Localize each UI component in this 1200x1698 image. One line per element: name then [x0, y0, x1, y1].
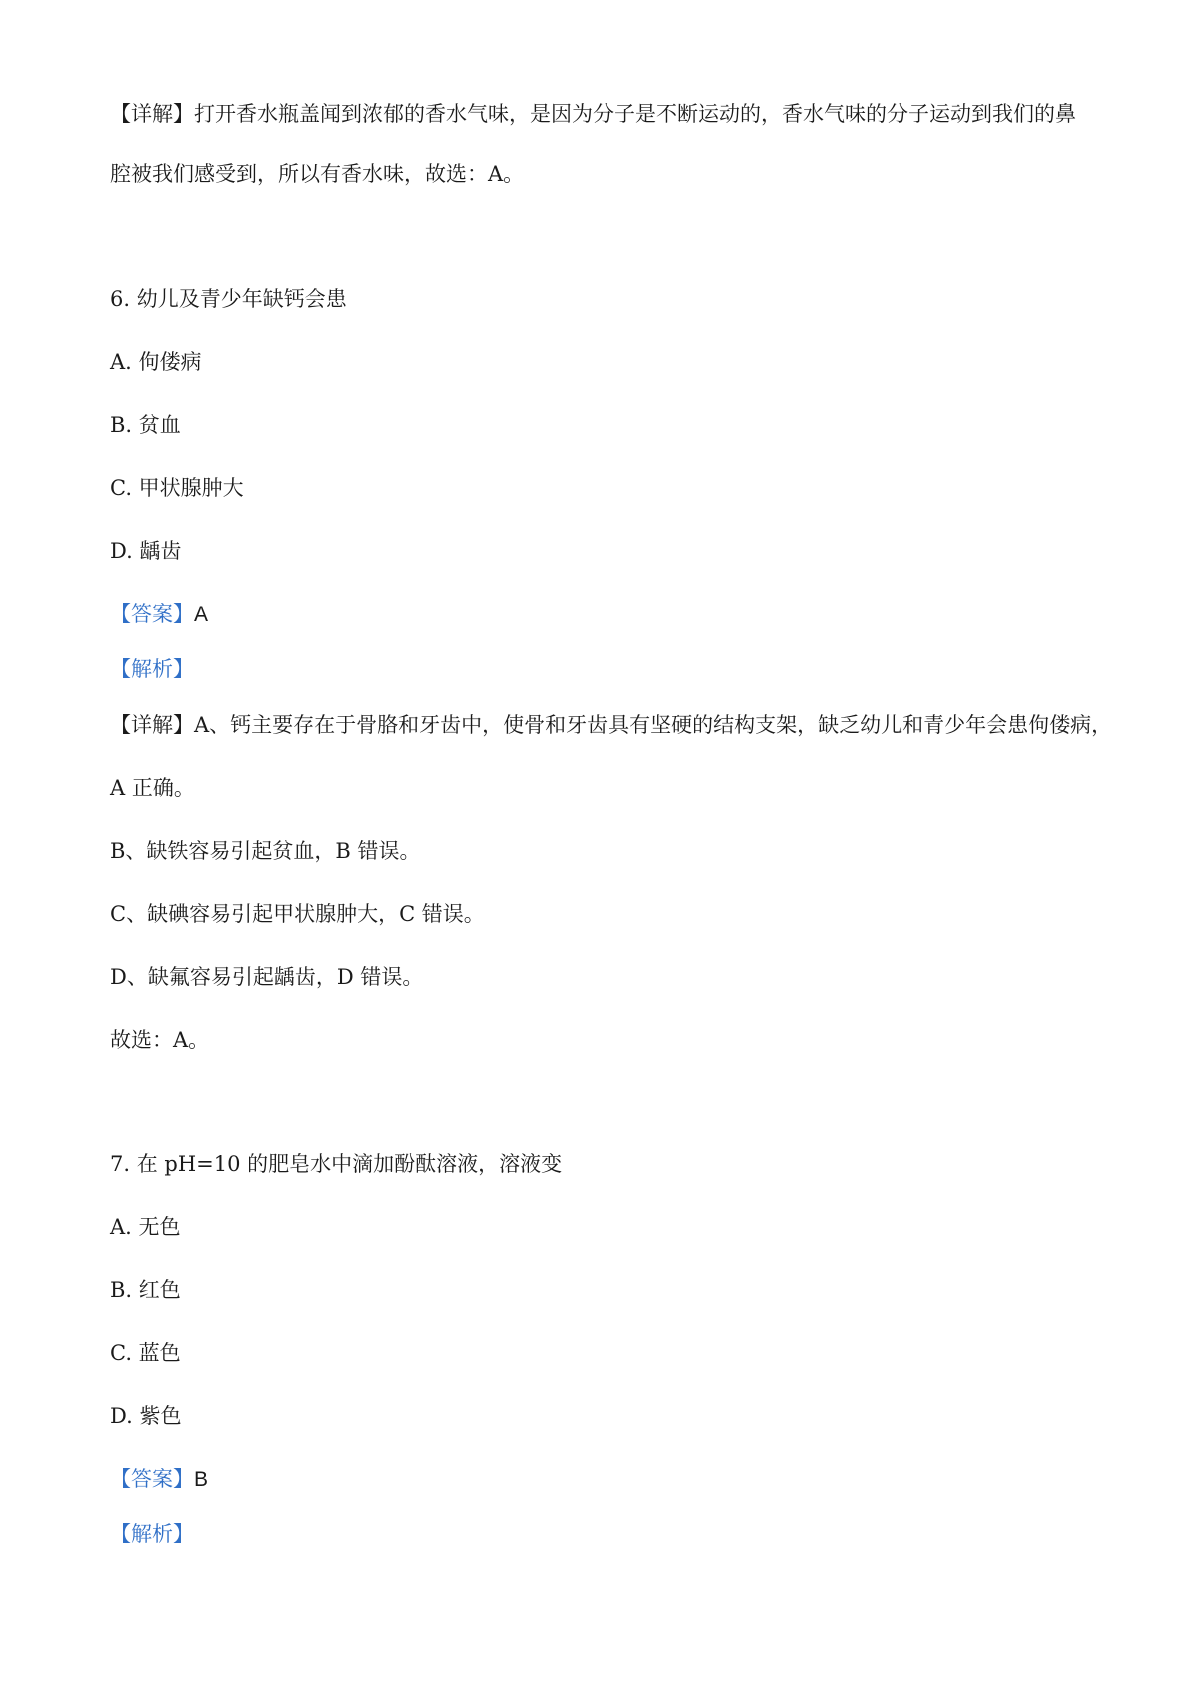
question-6-detail-line-6: 故选：A。: [110, 1028, 210, 1052]
prev-explanation-line-1: 【详解】打开香水瓶盖闻到浓郁的香水气味，是因为分子是不断运动的，香水气味的分子运动到我们的鼻: [110, 102, 1076, 126]
answer-label: 【答案】: [110, 1467, 194, 1491]
question-7-answer: [110, 1465, 208, 1494]
question-6-option-c: C. 甲状腺肿大: [110, 476, 244, 500]
question-6-detail-line-3: B、缺铁容易引起贫血，B 错误。: [110, 839, 421, 863]
question-6-option-d: D. 龋齿: [110, 539, 182, 563]
question-7-option-b: B. 红色: [110, 1278, 181, 1302]
question-6-detail-line-2: A 正确。: [110, 776, 195, 800]
answer-value: A: [194, 603, 209, 626]
question-7-option-c: C. 蓝色: [110, 1341, 181, 1365]
question-6-detail-line-4: C、缺碘容易引起甲状腺肿大，C 错误。: [110, 902, 485, 926]
prev-explanation-line-2: 腔被我们感受到，所以有香水味，故选：A。: [110, 162, 525, 186]
question-6-detail-line-1: 【详解】A、钙主要存在于骨胳和牙齿中，使骨和牙齿具有坚硬的结构支架，缺乏幼儿和青少年会患佝偻病，: [110, 713, 1113, 737]
question-6-answer: [110, 600, 208, 629]
question-7-option-d: D. 紫色: [110, 1404, 182, 1428]
question-7-stem: 7. 在 pH=10 的肥皂水中滴加酚酞溶液，溶液变: [110, 1152, 563, 1176]
question-6-analysis-label: 【解析】: [110, 657, 194, 681]
question-7-option-a: A. 无色: [110, 1215, 181, 1239]
question-6-option-a: A. 佝偻病: [110, 350, 202, 374]
question-6-stem: 6. 幼儿及青少年缺钙会患: [110, 287, 347, 311]
answer-label: 【答案】: [110, 602, 194, 626]
answer-value: B: [194, 1468, 209, 1491]
question-6-option-b: B. 贫血: [110, 413, 181, 437]
question-7-analysis-label: 【解析】: [110, 1522, 194, 1546]
question-6-detail-line-5: D、缺氟容易引起龋齿，D 错误。: [110, 965, 424, 989]
